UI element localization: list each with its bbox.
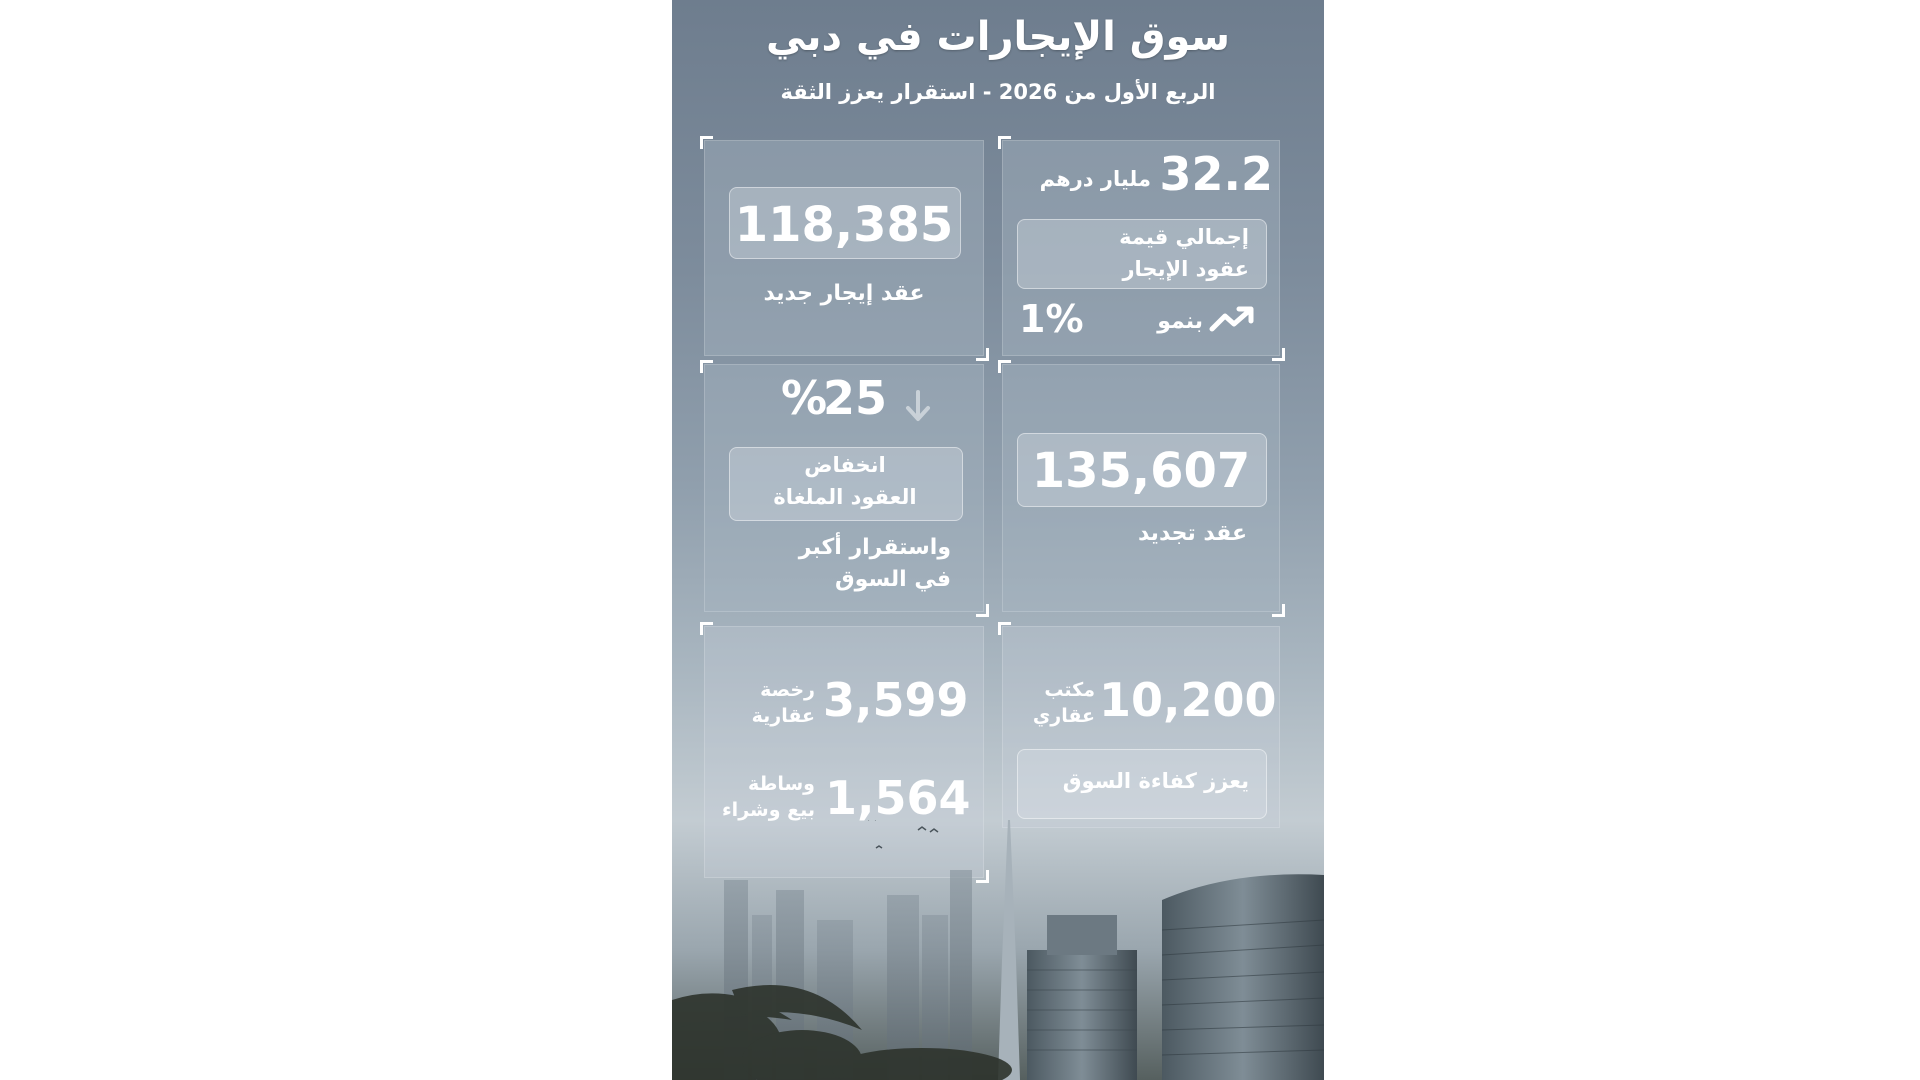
corner-mark xyxy=(976,604,989,617)
corner-mark xyxy=(700,360,713,373)
growth-label: بنمو xyxy=(1157,309,1203,334)
offices-value: 10,200 xyxy=(1099,673,1277,727)
brokerage-label-line1: وساطة xyxy=(747,773,815,795)
cancelled-percent: % xyxy=(781,371,828,425)
corner-mark xyxy=(998,622,1011,635)
licenses-label-line2: عقارية xyxy=(751,705,815,727)
brokerage-value: 1,564 xyxy=(825,771,971,825)
cancelled-note-line1: واستقرار أكبر xyxy=(798,535,951,560)
cancelled-label-line2: العقود الملغاة xyxy=(773,485,917,509)
cancelled-value: 25 xyxy=(823,371,888,425)
dubai-skyline-image xyxy=(672,820,1324,1080)
offices-card xyxy=(1002,626,1280,828)
new-contracts-value: 118,385 xyxy=(734,197,954,253)
corner-mark xyxy=(998,136,1011,149)
renewals-card xyxy=(1002,364,1280,612)
page-title: سوق الإيجارات في دبي xyxy=(766,14,1230,60)
cancelled-label-line1: انخفاض xyxy=(804,453,886,477)
licenses-value: 3,599 xyxy=(823,673,969,727)
page-subtitle: الربع الأول من 2026 - استقرار يعزز الثقة xyxy=(780,80,1216,104)
corner-mark xyxy=(976,348,989,361)
cancelled-contracts-card xyxy=(704,364,984,612)
offices-note: يعزز كفاءة السوق xyxy=(1062,769,1249,793)
total-value-label-line1: إجمالي قيمة xyxy=(1119,225,1249,249)
cancelled-note-line2: في السوق xyxy=(835,567,951,592)
licenses-label-line1: رخصة xyxy=(760,679,815,701)
corner-mark xyxy=(1272,348,1285,361)
corner-mark xyxy=(700,622,713,635)
new-contracts-label: عقد إيجار جديد xyxy=(763,281,925,306)
new-contracts-card xyxy=(704,140,984,356)
arrow-down-icon xyxy=(905,389,931,423)
corner-mark xyxy=(998,360,1011,373)
renewals-value: 135,607 xyxy=(1031,443,1251,499)
infographic-poster xyxy=(672,0,1324,1080)
offices-label-line2: عقاري xyxy=(1032,705,1095,727)
total-value-unit: مليار درهم xyxy=(1039,167,1151,191)
growth-value: 1% xyxy=(1019,297,1084,341)
trend-up-icon xyxy=(1209,304,1257,334)
total-value-label-line2: عقود الإيجار xyxy=(1122,257,1249,281)
corner-mark xyxy=(700,136,713,149)
corner-mark xyxy=(1272,604,1285,617)
offices-label-line1: مكتب xyxy=(1044,679,1095,701)
total-value-card xyxy=(1002,140,1280,356)
total-value-number: 32.2 xyxy=(1159,147,1273,201)
renewals-label: عقد تجديد xyxy=(1137,521,1247,546)
brokerage-label-line2: بيع وشراء xyxy=(721,799,815,821)
